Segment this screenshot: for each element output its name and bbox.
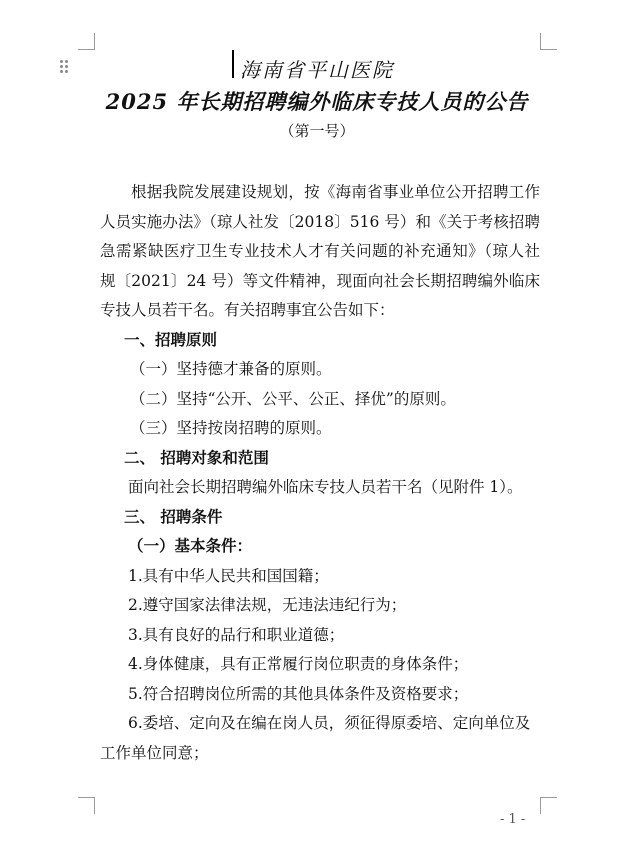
condition-item[interactable]: 1.具有中华人民共和国国籍；: [128, 566, 329, 585]
crop-mark-top-right: [540, 33, 557, 50]
section-3-heading[interactable]: 三、 招聘条件: [124, 507, 223, 526]
condition-item[interactable]: 4.身体健康，具有正常履行岗位职责的身体条件；: [128, 655, 469, 673]
condition-item[interactable]: 5.符合招聘岗位所需的其他具体条件及资格要求；: [128, 684, 469, 703]
doc-title-number[interactable]: （第一号）: [279, 122, 355, 140]
doc-title-announcement[interactable]: 2025 年长期招聘编外临床专技人员的公告: [105, 89, 529, 114]
page-number: - 1 -: [500, 812, 526, 827]
section-2-heading[interactable]: 二、 招聘对象和范围: [124, 448, 269, 467]
condition-item[interactable]: 2.遵守国家法律法规，无违法违纪行为；: [128, 596, 407, 614]
crop-mark-bottom-left: [78, 797, 95, 814]
section-2-text[interactable]: 面向社会长期招聘编外临床专技人员若干名（见附件 1）。: [128, 478, 523, 496]
section-3-subheading[interactable]: （一）基本条件：: [128, 537, 253, 555]
section-1-heading[interactable]: 一、招聘原则: [124, 330, 218, 349]
crop-mark-top-left: [78, 33, 95, 50]
crop-mark-bottom-right: [540, 797, 557, 814]
section-1-item[interactable]: （三）坚持按岗招聘的原则。: [130, 419, 332, 437]
condition-item[interactable]: 6.委培、定向及在编在岗人员，须征得原委培、定向单位及工作单位同意；: [100, 714, 531, 762]
doc-title-hospital[interactable]: 海南省平山医院: [240, 58, 394, 82]
condition-item[interactable]: 3.具有良好的品行和职业道德；: [128, 625, 345, 644]
section-1-item[interactable]: （一）坚持德才兼备的原则。: [130, 360, 332, 378]
doc-body[interactable]: [100, 178, 540, 768]
intro-paragraph[interactable]: 根据我院发展建设规划，按《海南省事业单位公开招聘工作人员实施办法》（琼人社发〔2018〕516 号）和《关于考核招聘急需紧缺医疗卫生专业技术人才有关问题的补充通知》（琼人社规〔2021〕24 号）等文件精神，现面向社会长期招聘编外临床专技人员若干名。有关招聘事宜公告如下：: [100, 183, 540, 319]
section-1-item[interactable]: （二）坚持“公开、公平、公正、择优”的原则。: [130, 389, 456, 408]
